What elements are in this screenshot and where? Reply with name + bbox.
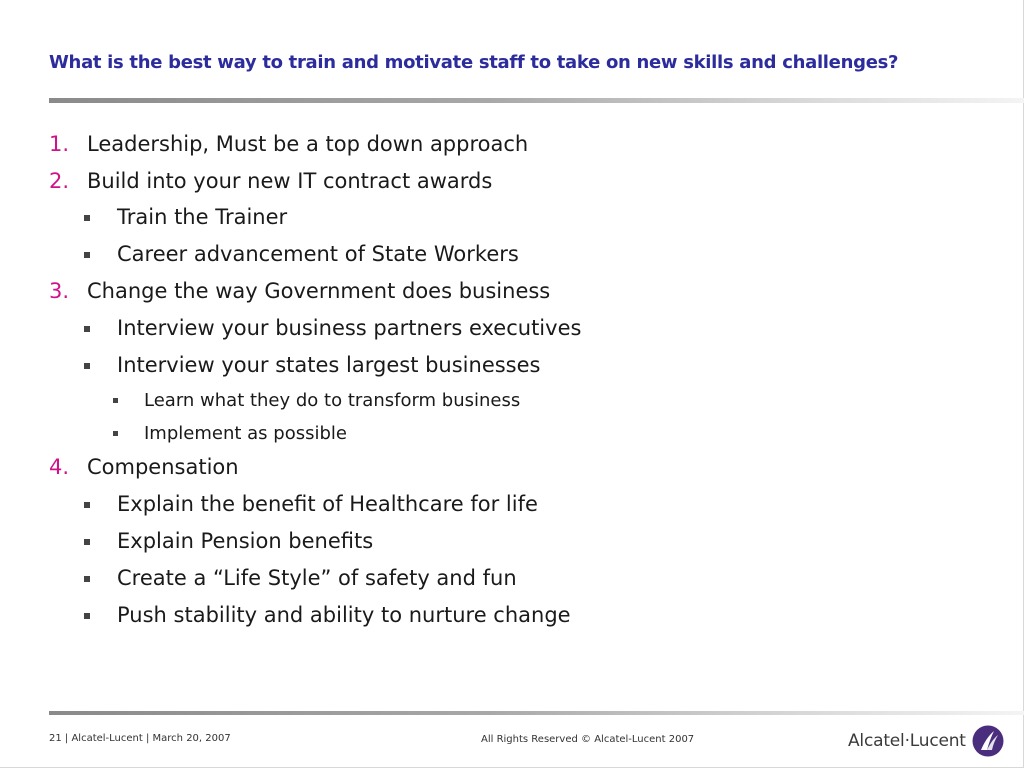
list-item: Career advancement of State Workers — [117, 242, 519, 266]
list-item: Explain the benefit of Healthcare for life — [117, 492, 538, 516]
list-item: Build into your new IT contract awards — [87, 169, 493, 193]
square-bullet-icon — [84, 502, 90, 508]
title-divider — [49, 98, 1024, 103]
list-item: Implement as possible — [144, 423, 347, 444]
list-item: Create a “Life Style” of safety and fun — [117, 566, 517, 590]
square-bullet-icon — [84, 363, 90, 369]
number-marker: 1. — [49, 132, 70, 156]
square-bullet-icon — [84, 613, 90, 619]
list-item: Push stability and ability to nurture change — [117, 603, 571, 627]
footer-slide-info: 21 | Alcatel-Lucent | March 20, 2007 — [49, 733, 231, 744]
number-marker: 2. — [49, 169, 70, 193]
list-item: Train the Trainer — [117, 205, 288, 229]
square-bullet-icon — [84, 539, 90, 545]
list-item: Change the way Government does business — [87, 279, 551, 303]
list-item: Learn what they do to transform business — [144, 390, 521, 411]
square-bullet-icon — [84, 252, 90, 258]
square-bullet-icon — [84, 576, 90, 582]
number-marker: 3. — [49, 279, 70, 303]
logo-wordmark: Alcatel·Lucent — [848, 731, 966, 751]
list-item: Compensation — [87, 455, 239, 479]
list-item: Explain Pension benefits — [117, 529, 374, 553]
square-bullet-icon — [84, 326, 90, 332]
square-bullet-icon — [113, 431, 118, 436]
alcatel-lucent-swirl-icon — [972, 725, 1004, 757]
footer-copyright: All Rights Reserved © Alcatel-Lucent 2007 — [481, 734, 695, 745]
slide-title: What is the best way to train and motivate staff to take on new skills and challenges? — [49, 52, 899, 73]
square-bullet-icon — [113, 398, 118, 403]
list-item: Leadership, Must be a top down approach — [87, 132, 529, 156]
list-item: Interview your states largest businesses — [117, 353, 541, 377]
square-bullet-icon — [84, 215, 90, 221]
number-marker: 4. — [49, 455, 70, 479]
footer-divider — [49, 711, 1024, 715]
company-logo — [848, 724, 1004, 758]
list-item: Interview your business partners executives — [117, 316, 582, 340]
